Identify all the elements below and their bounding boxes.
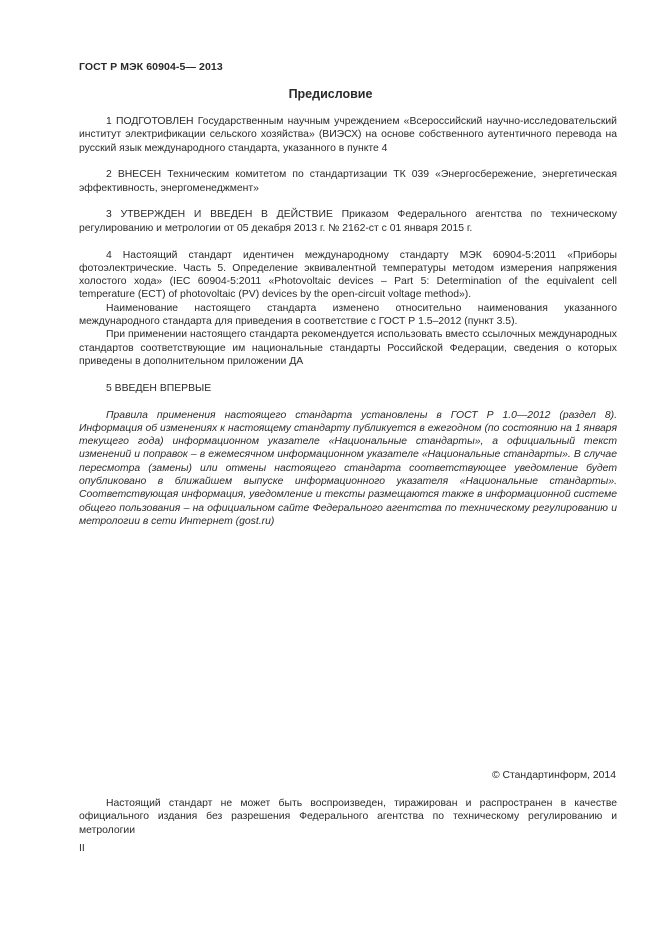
- page-number: II: [79, 843, 85, 854]
- notice-paragraph: Правила применения настоящего стандарта установлены в ГОСТ Р 1.0—2012 (раздел 8). Информация об изменениях к настоящему стандарту публикуется в ежегодном (по состоянию на 1 января текущего года) информационном указателе «Национальные стандарты», а официальный текст изменений и поправок – в ежемесячном информационном указателе «Национальные стандарты». В случае пересмотра (замены) или отмены настоящего стандарта соответствующее уведомление будет опубликовано в ближайшем выпуске информационного указателя «Национальные стандарты». Соответствующая информация, уведомление и тексты размещаются также в информационной системе общего пользования – на официальном сайте Федерального агентства по техническому регулированию и метрологии в сети Интернет (gost.ru): [79, 409, 617, 527]
- paragraph-name-changed: Наименование настоящего стандарта изменено относительно наименования указанного международного стандарта для приведения в соответствие с ГОСТ Р 1.5–2012 (пункт 3.5).: [79, 302, 617, 328]
- paragraph-first-introduced: 5 ВВЕДЕН ВПЕРВЫЕ: [106, 382, 212, 394]
- document-code-header: ГОСТ Р МЭК 60904-5— 2013: [79, 61, 223, 73]
- paragraph-prepared: 1 ПОДГОТОВЛЕН Государственным научным учреждением «Всероссийский научно-исследовательский институт электрификации сельского хозяйства» (ВИЭСХ) на основе собственного аутентичного перевода на русский язык международного стандарта, указанного в пункте 4: [79, 116, 617, 154]
- paragraph-introduced: 2 ВНЕСЕН Техническим комитетом по стандартизации ТК 039 «Энергосбережение, энергетическая эффективность, энергоменеджмент»: [79, 169, 617, 194]
- preface-body: [79, 115, 617, 528]
- paragraph-approved: 3 УТВЕРЖДЕН И ВВЕДЕН В ДЕЙСТВИЕ Приказом Федерального агентства по техническому регулированию и метрологии от 05 декабря 2013 г. № 2162-ст с 01 января 2015 г.: [79, 209, 617, 234]
- page-title: Предисловие: [288, 87, 373, 101]
- reproduction-notice: Настоящий стандарт не может быть воспроизведен, тиражирован и распространен в качестве официального издания без разрешения Федерального агентства по техническому регулированию и метрологии: [79, 798, 617, 836]
- copyright-line: © Стандартинформ, 2014: [491, 770, 616, 781]
- paragraph-identical: 4 Настоящий стандарт идентичен международному стандарту МЭК 60904-5:2011 «Приборы фотоэлектрические. Часть 5. Определение эквивалентной температуры методом измерения напряжения холостого хода» (IEC 60904-5:2011 «Photovoltaic devices – Part 5: Determination of the equivalent cell temperature (ECT) of photovoltaic (PV) devices by the open-circuit voltage method»).: [79, 249, 617, 301]
- paragraph-national-standards: При применении настоящего стандарта рекомендуется использовать вместо ссылочных международных стандартов соответствующие им национальные стандарты Российской Федерации, сведения о которых приведены в дополнительном приложении ДА: [79, 329, 617, 367]
